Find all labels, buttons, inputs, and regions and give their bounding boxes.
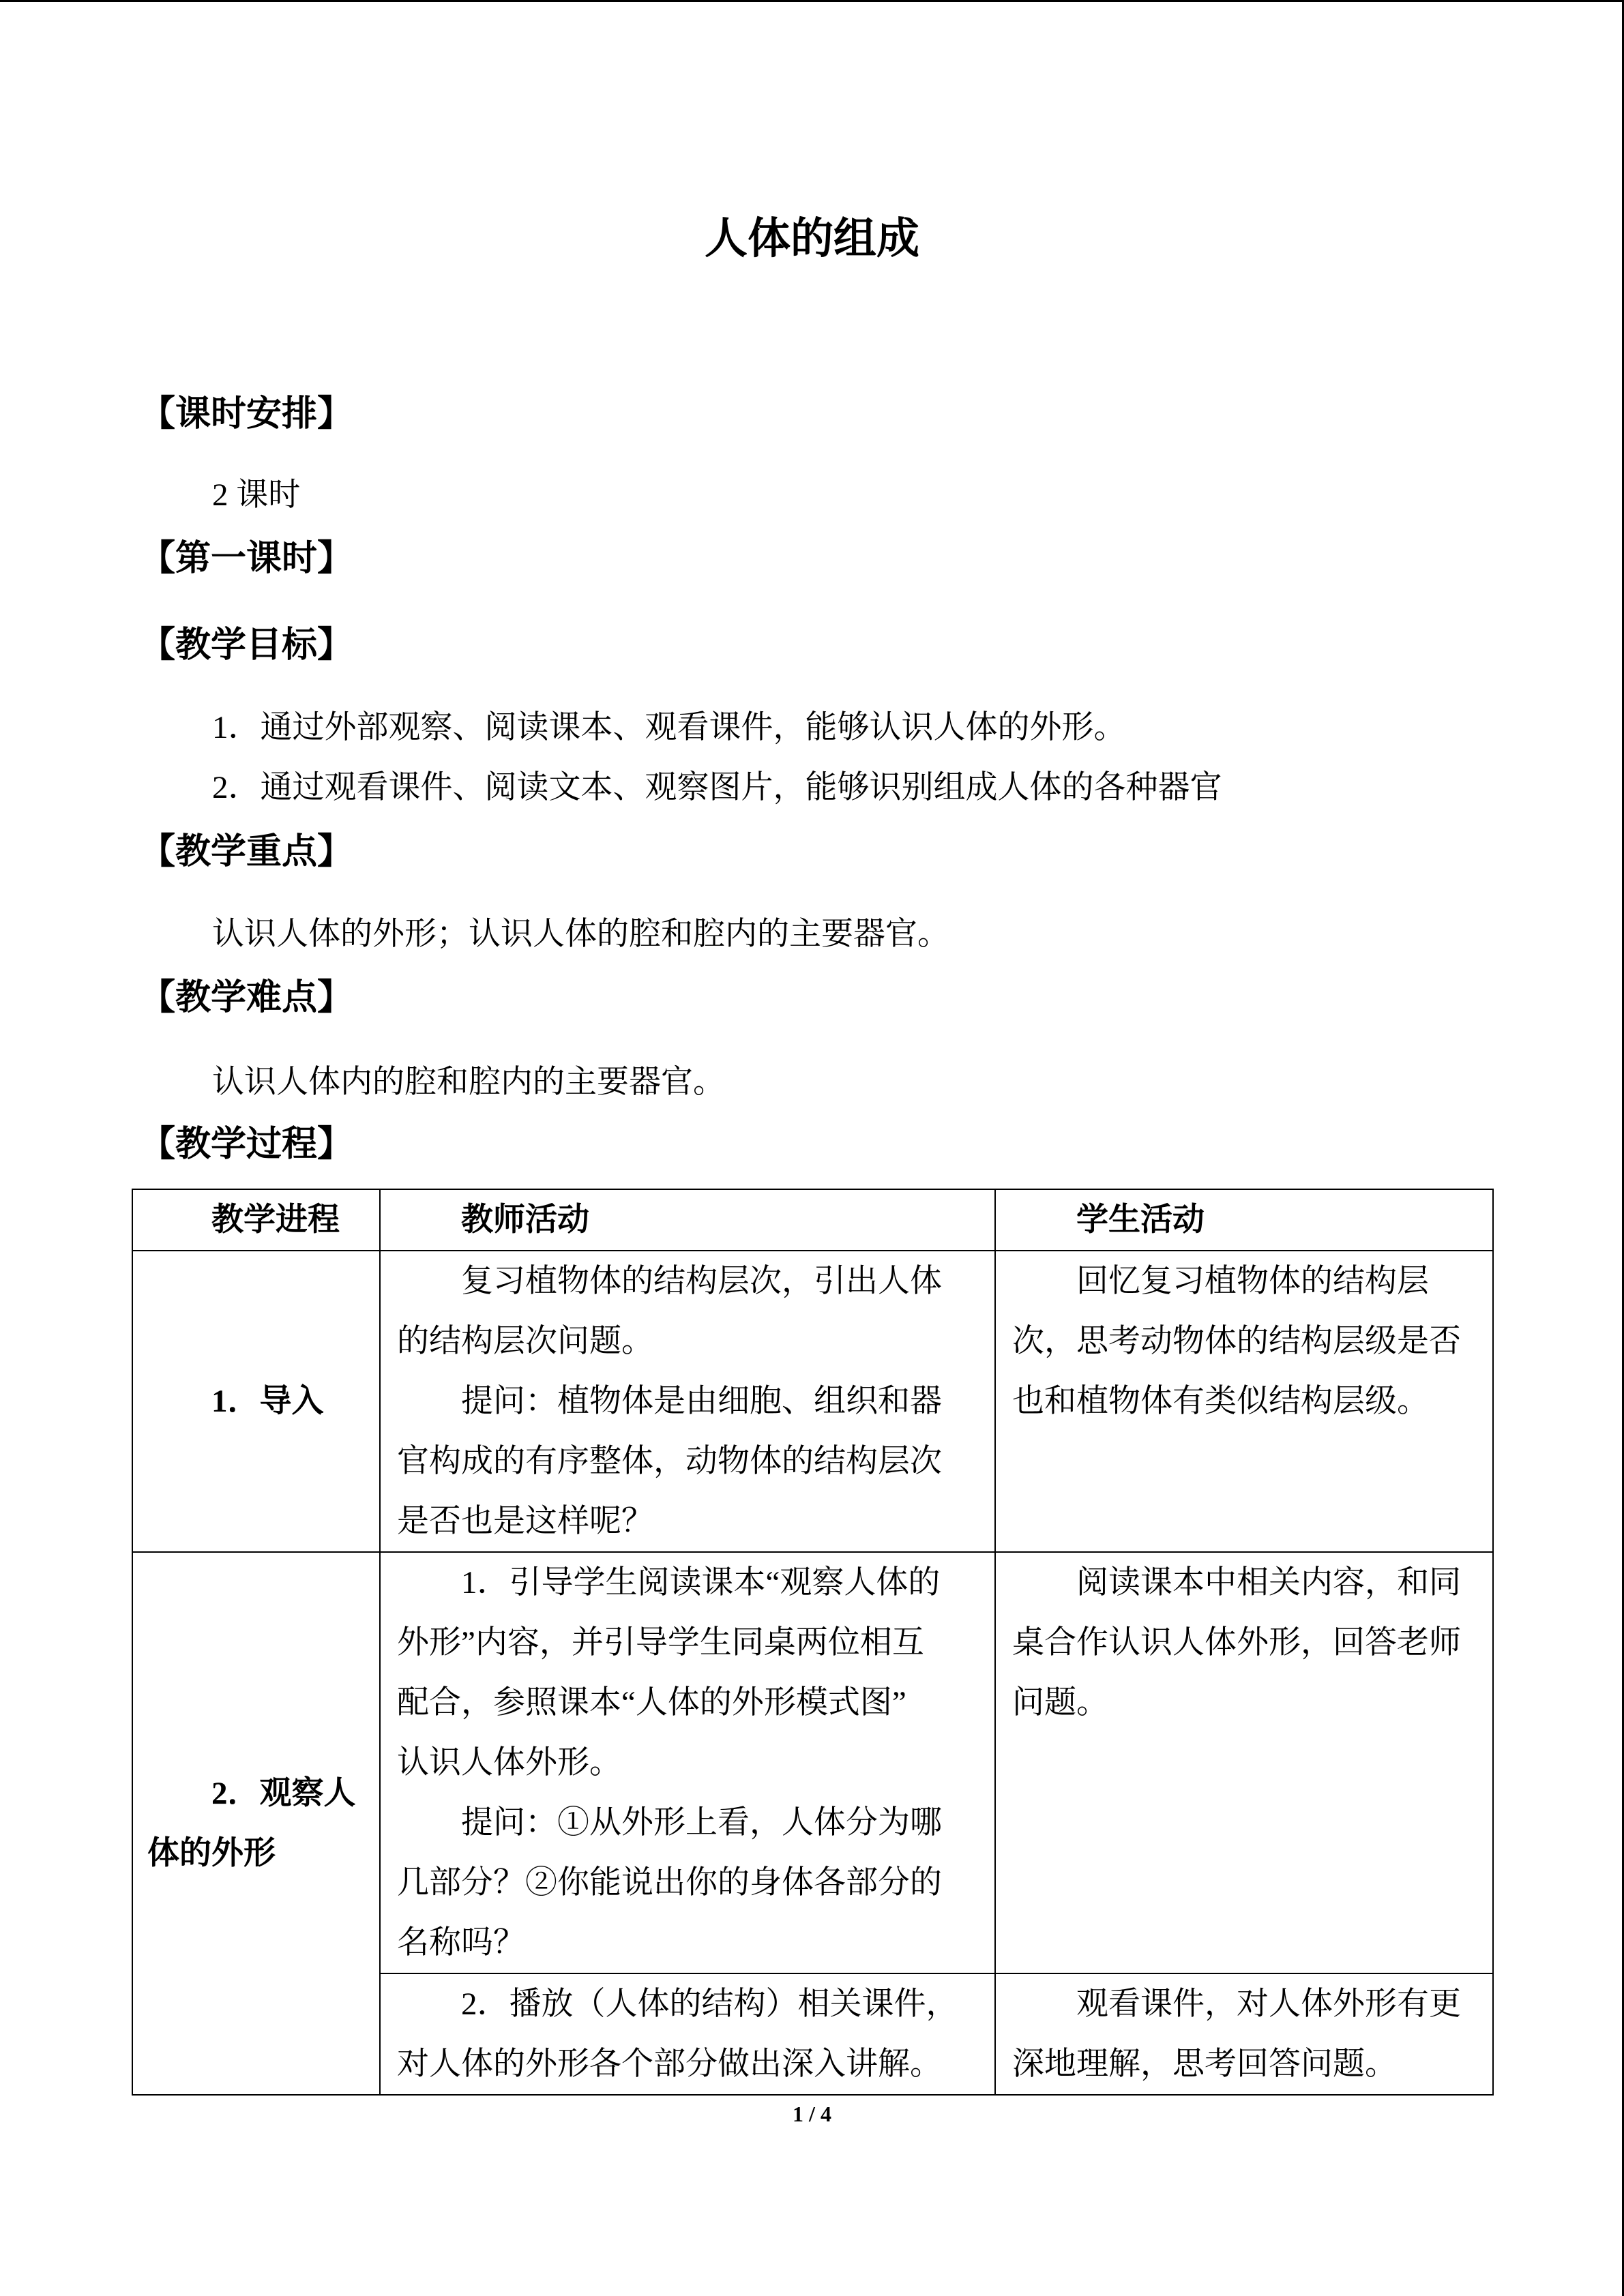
section-heading-objectives: 【教学目标】 xyxy=(140,626,353,665)
stage-cell xyxy=(132,1251,380,1552)
section-heading-schedule: 【课时安排】 xyxy=(140,395,353,434)
text-line: 外形”内容，并引导学生同桌两位相互 xyxy=(397,1625,924,1660)
objective-item: 1．通过外部观察、阅读课本、观看课件，能够认识人体的外形。 xyxy=(212,710,1126,745)
text-line: 提问：植物体是由细胞、组织和器 xyxy=(461,1384,942,1419)
text-line: 官构成的有序整体，动物体的结构层次 xyxy=(397,1444,942,1479)
schedule-text: 2 课时 xyxy=(212,477,301,513)
teacher-activity-cell xyxy=(380,1552,995,1973)
teacher-activity-cell xyxy=(380,1251,995,1552)
text-line: 是否也是这样呢？ xyxy=(397,1504,653,1539)
text-line: 提问：①从外形上看，人体分为哪 xyxy=(461,1805,942,1840)
header-stage xyxy=(132,1189,380,1251)
section-heading-key-points: 【教学重点】 xyxy=(140,833,353,871)
document-title: 人体的组成 xyxy=(705,215,919,263)
key-points-text: 认识人体的外形；认识人体的腔和腔内的主要器官。 xyxy=(212,916,949,952)
text-line: 几部分？②你能说出你的身体各部分的 xyxy=(397,1865,942,1900)
section-heading-difficulties: 【教学难点】 xyxy=(140,979,353,1017)
table-row xyxy=(132,1552,1493,1973)
text-line: 也和植物体有类似结构层级。 xyxy=(1012,1384,1429,1419)
header-label: 学生活动 xyxy=(1076,1202,1205,1238)
table-header-row xyxy=(132,1189,1493,1251)
text-line: 配合，参照课本“人体的外形模式图” xyxy=(397,1685,906,1720)
text-line: 问题。 xyxy=(1012,1685,1108,1720)
student-activity-cell xyxy=(995,1552,1493,1973)
text-line: 的结构层次问题。 xyxy=(397,1324,653,1359)
text-line: 复习植物体的结构层次，引出人体 xyxy=(461,1264,942,1299)
student-activity-cell xyxy=(995,1251,1493,1552)
text-line: 1．引导学生阅读课本“观察人体的 xyxy=(461,1565,941,1600)
text-line: 认识人体外形。 xyxy=(397,1745,621,1780)
text-line: 对人体的外形各个部分做出深入讲解。 xyxy=(397,2046,942,2082)
text-line: 观看课件，对人体外形有更 xyxy=(1076,1986,1461,2022)
header-label: 教学进程 xyxy=(211,1202,340,1238)
header-teacher xyxy=(380,1189,995,1251)
difficulties-text: 认识人体内的腔和腔内的主要器官。 xyxy=(212,1064,725,1100)
text-line: 回忆复习植物体的结构层 xyxy=(1076,1264,1429,1299)
text-line: 桌合作认识人体外形，回答老师 xyxy=(1012,1625,1461,1660)
page-indicator: 1 / 4 xyxy=(793,2102,831,2126)
text-line: 2．播放（人体的结构）相关课件， xyxy=(461,1986,958,2022)
process-table xyxy=(132,1189,1494,2096)
stage-label: 体的外形 xyxy=(147,1836,276,1871)
stage-label: 1．导入 xyxy=(211,1384,324,1419)
header-label: 教师活动 xyxy=(461,1202,589,1238)
table-row xyxy=(132,1251,1493,1552)
section-heading-first-lesson: 【第一课时】 xyxy=(140,539,353,578)
student-activity-cell xyxy=(995,1973,1493,2095)
text-line: 深地理解，思考回答问题。 xyxy=(1012,2046,1397,2082)
teacher-activity-cell xyxy=(380,1973,995,2095)
text-line: 次，思考动物体的结构层级是否 xyxy=(1012,1324,1461,1359)
text-line: 阅读课本中相关内容，和同 xyxy=(1076,1565,1461,1600)
section-heading-process: 【教学过程】 xyxy=(140,1125,353,1164)
header-student xyxy=(995,1189,1493,1251)
text-line: 名称吗？ xyxy=(397,1925,525,1960)
objective-item: 2．通过观看课件、阅读文本、观察图片，能够识别组成人体的各种器官 xyxy=(212,770,1222,805)
stage-cell xyxy=(132,1552,380,2095)
stage-label: 2．观察人 xyxy=(211,1776,356,1811)
